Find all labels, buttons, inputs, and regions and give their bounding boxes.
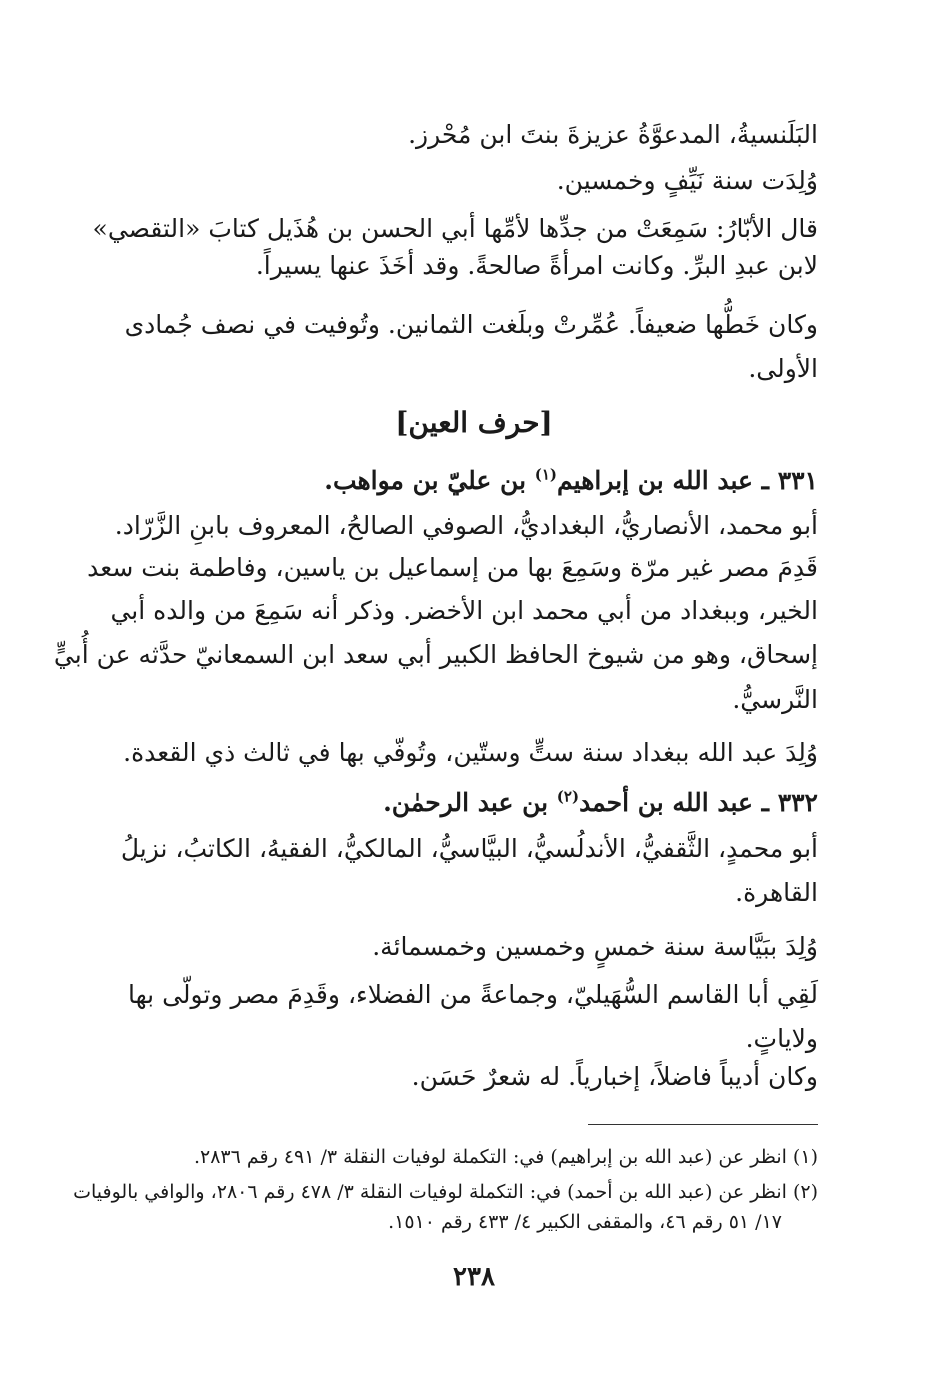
- text-line: القاهرة.: [735, 878, 818, 907]
- entry-title-main: ٣٣٢ ـ عبد الله بن أحمد: [579, 788, 818, 817]
- footnote-2-continuation: ١٧/ ٥١ رقم ٤٦، والمقفى الكبير ٤/ ٤٣٣ رقم ١٥١٠.: [388, 1211, 782, 1233]
- entry-title-tail: بن عليّ بن مواهب.: [324, 466, 535, 495]
- page-number: ٢٣٨: [453, 1262, 495, 1292]
- entry-332: [53, 0, 818, 1100]
- text-line: إسحاق، وهو من شيوخ الحافظ الكبير أبي سعد ابن السمعانيّ حدَّثه عن أُبيٍّ: [53, 640, 818, 669]
- text-line: الأولى.: [748, 354, 818, 383]
- footnote-separator: [588, 1124, 818, 1125]
- footnote-1: (١) انظر عن (عبد الله بن إبراهيم) في: التكملة لوفيات النقلة ٣/ ٤٩١ رقم ٢٨٣٦.: [193, 1146, 818, 1168]
- entry-title: [383, 788, 818, 818]
- text-line: وُلِدَ عبد الله ببغداد سنة ستٍّ وستّين، وتُوفّي بها في ثالث ذي القعدة.: [123, 738, 818, 767]
- text-line: لابن عبدِ البرِّ. وكانت امرأةً صالحةً. وقد أخَذَ عنها يسيراً.: [255, 251, 818, 280]
- text-line: وُلِدَ ببَيَّاسة سنة خمسٍ وخمسين وخمسمائة.: [372, 932, 818, 961]
- text-line: ولاياتٍ.: [745, 1024, 818, 1053]
- text-line: الخير، وببغداد من أبي محمد ابن الأخضر. وذكر أنه سَمِعَ من والده أبي: [110, 596, 818, 625]
- entry-title-main: ٣٣١ ـ عبد الله بن إبراهيم: [557, 466, 818, 495]
- text-line: وكان خَطُّها ضعيفاً. عُمِّرتْ وبلَغت الثمانين. وتُوفيت في نصف جُمادى: [124, 310, 818, 339]
- text-line: وُلِدَت سنة نَيِّفٍ وخمسين.: [556, 166, 818, 195]
- section-heading: [حرف العين]: [395, 406, 553, 439]
- text-line: البَلَنسيةُ، المدعوَّةُ عزيزةَ بنتَ ابن مُحْرز.: [408, 120, 818, 149]
- text-line: أبو محمد، الأنصاريُّ، البغداديُّ، الصوفي الصالحُ، المعروف بابنِ الزَّرّاد.: [114, 511, 818, 540]
- entry-title-tail: بن عبد الرحمٰن.: [383, 788, 557, 817]
- text-line: قَدِمَ مصر غير مرّة وسَمِعَ بها من إسماعيل بن ياسين، وفاطمة بنت سعد: [87, 553, 818, 582]
- text-line: وكان أديباً فاضلاً، إخبارياً. له شعرٌ حَسَن.: [411, 1062, 818, 1091]
- text-line: لَقِي أبا القاسم السُّهَيليّ، وجماعةً من الفضلاء، وقَدِمَ مصر وتولّى بها: [128, 980, 818, 1009]
- footnote-ref[interactable]: (٢): [556, 787, 580, 806]
- footnote-ref[interactable]: (١): [534, 465, 558, 484]
- text-line: أبو محمدٍ، الثَّقفيُّ، الأندلُسيُّ، البيَّاسيُّ، المالكيُّ، الفقيهُ، الكاتبُ، نزيلُ: [120, 834, 818, 863]
- text-line: قال الأبّارُ: سَمِعَتْ من جدِّها لأمِّها أبي الحسن بن هُذَيل كتابَ «التقصي»: [92, 214, 818, 243]
- footnote-2: (٢) انظر عن (عبد الله بن أحمد) في: التكملة لوفيات النقلة ٣/ ٤٧٨ رقم ٢٨٠٦، والوافي بالوفيات: [73, 1181, 818, 1203]
- text-line: النَّرسيُّ.: [732, 685, 818, 714]
